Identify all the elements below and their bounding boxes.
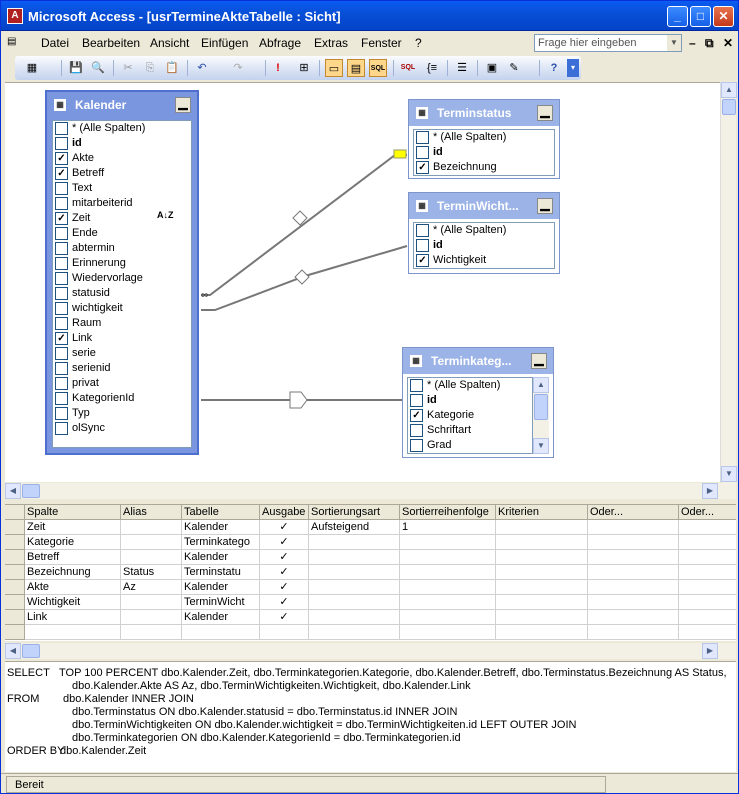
field-label: Bezeichnung [433, 161, 497, 173]
grid-cell[interactable] [400, 595, 496, 610]
sql-text: TOP 100 PERCENT dbo.Kalender.Zeit, dbo.Terminkategorien.Kategorie, dbo.Kalender.Betreff, dbo.Terminstatus.Bezeichnung AS Status, [59, 667, 727, 679]
field-item[interactable] [408, 438, 532, 453]
grid-cell[interactable] [121, 535, 182, 550]
field-item[interactable] [53, 286, 191, 301]
scroll-left-icon[interactable]: ◀ [5, 643, 21, 659]
view-icon[interactable]: ▦ [26, 62, 38, 74]
grid-column-header[interactable]: Kriterien [496, 505, 588, 520]
field-item[interactable] [53, 331, 191, 346]
diagram-pane [5, 82, 720, 482]
mdi-minimize-button[interactable]: – [689, 36, 696, 50]
sql-text: dbo.Terminkategorien ON dbo.Kalender.KategorienId = dbo.Terminkategorien.id [72, 732, 461, 744]
grid-cell[interactable]: Terminstatu [182, 565, 260, 580]
grid-cell[interactable] [588, 595, 679, 610]
grid-cell[interactable] [588, 550, 679, 565]
field-checkbox[interactable] [55, 122, 68, 135]
help-placeholder: Frage hier eingeben [538, 37, 637, 49]
field-item[interactable] [408, 423, 532, 438]
table-terminwichtigkeiten[interactable] [408, 192, 560, 274]
field-checkbox[interactable] [410, 424, 423, 437]
table-icon: ▦ [410, 355, 422, 367]
grid-cell[interactable] [588, 535, 679, 550]
field-label: id [433, 146, 443, 158]
database-window-icon[interactable]: ▣ [486, 62, 498, 74]
field-label: Schriftart [427, 424, 472, 436]
scroll-thumb[interactable] [534, 394, 548, 420]
table-name: TerminWicht... [437, 199, 519, 213]
grid-cell[interactable] [496, 565, 588, 580]
field-checkbox[interactable]: ✓ [416, 161, 429, 174]
grid-cell[interactable] [260, 625, 309, 640]
grid-column-header[interactable]: Oder... [679, 505, 736, 520]
sql-keyword: SELECT [7, 667, 50, 679]
grid-cell[interactable] [679, 550, 736, 565]
sort-ascending-icon: A↓Z [157, 210, 174, 220]
verify-sql-icon[interactable]: SQL [400, 64, 416, 71]
grid-cell[interactable]: Wichtigkeit [25, 595, 121, 610]
grid-cell[interactable] [121, 610, 182, 625]
outer-join-arrow[interactable] [290, 392, 307, 408]
field-label: Zeit [72, 212, 91, 224]
field-label: olSync [72, 422, 106, 434]
grid-cell[interactable] [679, 610, 736, 625]
field-item[interactable] [414, 253, 554, 268]
title-bar[interactable] [1, 1, 738, 31]
field-item[interactable] [53, 196, 191, 211]
table-kalender-header[interactable] [47, 92, 197, 118]
sql-text: dbo.Kalender.Akte AS Az, dbo.TerminWichtigkeiten.Wichtigkeit, dbo.Kalender.Link [72, 680, 471, 692]
field-label: * (Alle Spalten) [433, 131, 507, 143]
table-icon: ▦ [54, 99, 66, 111]
scroll-thumb[interactable] [22, 484, 40, 498]
row-selector[interactable] [5, 565, 25, 580]
grid-cell[interactable]: ✓ [260, 535, 309, 550]
grid-cell[interactable] [588, 580, 679, 595]
grid-cell[interactable]: ✓ [260, 565, 309, 580]
help-icon[interactable]: ? [550, 62, 558, 74]
field-item[interactable] [414, 160, 554, 175]
table-terminkategorien-header[interactable] [403, 348, 553, 374]
grid-cell[interactable]: Kategorie [25, 535, 121, 550]
grid-cell[interactable] [25, 625, 121, 640]
row-selector[interactable] [5, 550, 25, 565]
field-checkbox[interactable] [410, 379, 423, 392]
field-checkbox[interactable] [416, 146, 429, 159]
grid-column-header[interactable]: Oder... [588, 505, 679, 520]
window-title: Microsoft Access - [usrTermineAkteTabelle : Sicht] [28, 9, 341, 24]
grid-cell[interactable]: Link [25, 610, 121, 625]
field-label: privat [72, 377, 99, 389]
field-checkbox[interactable] [416, 224, 429, 237]
field-list [52, 120, 192, 448]
grid-cell[interactable]: Kalender [182, 520, 260, 535]
field-list [413, 129, 555, 176]
scroll-left-icon[interactable]: ◀ [5, 483, 21, 499]
grid-cell[interactable]: Status [121, 565, 182, 580]
field-checkbox[interactable] [55, 422, 68, 435]
grid-column-header[interactable]: Sortierreihenfolge [400, 505, 496, 520]
grid-cell[interactable] [309, 610, 400, 625]
print-preview-icon[interactable]: 🔍 [91, 62, 105, 74]
grid-cell[interactable] [496, 595, 588, 610]
field-checkbox[interactable] [55, 347, 68, 360]
join-diamond[interactable] [295, 270, 309, 284]
field-item[interactable] [53, 121, 191, 136]
grid-cell[interactable]: Kalender [182, 580, 260, 595]
scroll-right-icon[interactable]: ▶ [702, 643, 718, 659]
grid-cell[interactable] [121, 520, 182, 535]
grid-cell[interactable] [679, 535, 736, 550]
menu-extras[interactable]: Extras [314, 36, 349, 50]
field-checkbox[interactable]: ✓ [55, 152, 68, 165]
field-label: * (Alle Spalten) [72, 122, 146, 134]
table-terminstatus[interactable] [408, 99, 560, 179]
grid-cell[interactable] [309, 595, 400, 610]
menu-einfuegen[interactable]: Einfügen [201, 36, 249, 50]
status-bar [1, 773, 738, 794]
grid-cell[interactable] [496, 550, 588, 565]
mdi-restore-button[interactable]: ⧉ [705, 36, 714, 50]
field-checkbox[interactable]: ✓ [55, 212, 68, 225]
field-label: statusid [72, 287, 110, 299]
field-item[interactable] [53, 316, 191, 331]
scroll-up-icon[interactable]: ▲ [721, 82, 737, 98]
sql-text: dbo.Kalender.Zeit [60, 745, 147, 757]
grid-pane-icon[interactable]: ▤ [347, 59, 365, 77]
field-checkbox[interactable]: ✓ [416, 254, 429, 267]
field-list-scrollbar[interactable] [533, 377, 549, 454]
grid-cell[interactable] [496, 580, 588, 595]
table-name: Kalender [75, 98, 127, 112]
table-name: Terminkateg... [431, 354, 512, 368]
field-checkbox[interactable] [55, 392, 68, 405]
menu-ansicht[interactable]: Ansicht [150, 36, 190, 50]
field-label: id [72, 137, 82, 149]
field-item[interactable] [53, 241, 191, 256]
grid-cell[interactable]: 1 [400, 520, 496, 535]
paste-icon[interactable]: 📋 [165, 62, 179, 74]
field-checkbox[interactable] [55, 182, 68, 195]
field-checkbox[interactable] [55, 377, 68, 390]
grid-cell[interactable] [121, 595, 182, 610]
properties-icon[interactable]: ☰ [457, 62, 467, 74]
field-checkbox[interactable] [55, 227, 68, 240]
diagram-vertical-scrollbar[interactable] [720, 82, 736, 483]
sql-keyword: FROM [7, 693, 40, 705]
criteria-grid [5, 504, 736, 641]
field-checkbox[interactable] [410, 394, 423, 407]
document-icon[interactable]: ▤ [7, 36, 17, 47]
menu-datei[interactable]: Datei [41, 36, 70, 50]
field-label: Wichtigkeit [433, 254, 487, 266]
minimize-button[interactable]: _ [667, 6, 688, 27]
field-checkbox[interactable] [416, 131, 429, 144]
grid-cell[interactable] [309, 535, 400, 550]
table-icon: ▦ [416, 107, 428, 119]
sql-keyword: ORDER BY [7, 745, 65, 757]
field-label: id [433, 239, 443, 251]
table-terminwichtigkeiten-header[interactable] [409, 193, 559, 219]
group-by-icon[interactable]: {≡ [426, 62, 438, 74]
minimize-table-button[interactable]: ▁ [537, 198, 553, 214]
table-icon: ▦ [416, 200, 428, 212]
field-checkbox[interactable] [55, 317, 68, 330]
grid-cell[interactable]: Terminkatego [182, 535, 260, 550]
field-checkbox[interactable] [410, 439, 423, 452]
row-selector[interactable] [5, 595, 25, 610]
field-label: serienid [72, 362, 111, 374]
sql-text: dbo.TerminWichtigkeiten ON dbo.Kalender.wichtigkeit = dbo.TerminWichtigkeiten.id LEFT OUTER JOIN [72, 719, 577, 731]
sql-pane[interactable] [5, 661, 736, 772]
field-label: * (Alle Spalten) [433, 224, 507, 236]
grid-cell[interactable]: Akte [25, 580, 121, 595]
field-item[interactable] [414, 223, 554, 238]
sql-text: dbo.Terminstatus ON dbo.Kalender.statusid = dbo.Terminstatus.id INNER JOIN [72, 706, 458, 718]
diagram-horizontal-scrollbar[interactable] [5, 483, 736, 499]
field-checkbox[interactable] [416, 239, 429, 252]
scroll-thumb[interactable] [722, 99, 736, 115]
field-item[interactable] [53, 226, 191, 241]
save-icon[interactable]: 💾 [69, 62, 83, 74]
grid-cell[interactable] [679, 580, 736, 595]
grid-cell[interactable] [588, 565, 679, 580]
grid-cell[interactable] [309, 580, 400, 595]
grid-cell[interactable] [182, 625, 260, 640]
grid-column-header[interactable]: Spalte [25, 505, 121, 520]
grid-cell[interactable]: ✓ [260, 580, 309, 595]
field-item[interactable] [53, 361, 191, 376]
field-checkbox[interactable] [55, 272, 68, 285]
grid-cell[interactable]: ✓ [260, 610, 309, 625]
grid-cell[interactable] [679, 565, 736, 580]
field-label: Kategorie [427, 409, 475, 421]
minimize-table-button[interactable]: ▁ [531, 353, 547, 369]
redo-icon[interactable]: ↷ [233, 62, 243, 74]
row-selector[interactable] [5, 580, 25, 595]
toolbar-options-icon[interactable]: ▾ [567, 59, 579, 77]
field-checkbox[interactable] [55, 407, 68, 420]
minimize-table-button[interactable]: ▁ [537, 105, 553, 121]
key-icon [394, 150, 406, 158]
table-kalender[interactable] [45, 90, 199, 455]
copy-icon[interactable]: ⎘ [145, 62, 155, 74]
grid-cell[interactable] [121, 625, 182, 640]
sql-text: dbo.Kalender INNER JOIN [63, 693, 194, 705]
run-icon[interactable]: ! [276, 62, 280, 74]
scroll-down-icon[interactable]: ▼ [721, 466, 737, 482]
grid-cell[interactable] [679, 595, 736, 610]
grid-cell[interactable] [400, 535, 496, 550]
field-item[interactable] [53, 271, 191, 286]
field-item[interactable] [408, 393, 532, 408]
grid-cell[interactable]: Az [121, 580, 182, 595]
row-selector[interactable] [5, 520, 25, 535]
field-checkbox[interactable]: ✓ [410, 409, 423, 422]
field-checkbox[interactable]: ✓ [55, 167, 68, 180]
grid-cell[interactable] [679, 625, 736, 640]
grid-cell[interactable] [588, 520, 679, 535]
grid-column-header[interactable]: Tabelle [182, 505, 260, 520]
grid-column-header[interactable]: Ausgabe [260, 505, 309, 520]
cut-icon[interactable]: ✂ [123, 62, 133, 74]
table-terminkategorien[interactable] [402, 347, 554, 458]
field-label: abtermin [72, 242, 115, 254]
grid-cell[interactable] [309, 565, 400, 580]
grid-cell[interactable] [309, 625, 400, 640]
scroll-up-icon[interactable]: ▲ [533, 377, 549, 393]
field-label: Betreff [72, 167, 105, 179]
grid-cell[interactable] [121, 550, 182, 565]
grid-cell[interactable] [588, 610, 679, 625]
grid-cell[interactable] [400, 550, 496, 565]
field-item[interactable] [53, 181, 191, 196]
field-label: Grad [427, 439, 452, 451]
chevron-down-icon[interactable]: ▼ [667, 35, 681, 51]
field-label: Wiedervorlage [72, 272, 143, 284]
scroll-thumb[interactable] [22, 644, 40, 658]
field-label: Typ [72, 407, 90, 419]
grid-cell[interactable] [496, 535, 588, 550]
grid-cell[interactable] [400, 625, 496, 640]
field-list [413, 222, 555, 269]
field-checkbox[interactable] [55, 137, 68, 150]
field-item[interactable] [53, 376, 191, 391]
field-label: Ende [72, 227, 98, 239]
grid-cell[interactable] [496, 625, 588, 640]
field-item[interactable] [53, 301, 191, 316]
grid-column-header[interactable]: Alias [121, 505, 182, 520]
show-table-icon[interactable]: ⊞ [299, 62, 309, 74]
status-text: Bereit [6, 776, 606, 793]
field-item[interactable] [414, 145, 554, 160]
field-item[interactable] [53, 421, 191, 436]
sql-pane-icon[interactable]: SQL [369, 59, 387, 77]
field-item[interactable] [53, 406, 191, 421]
grid-cell[interactable] [679, 520, 736, 535]
field-label: mitarbeiterid [72, 197, 133, 209]
field-item[interactable] [414, 238, 554, 253]
query-toolbar [15, 56, 581, 80]
field-item[interactable] [53, 391, 191, 406]
help-search-input[interactable] [534, 34, 682, 52]
field-item[interactable] [408, 378, 532, 393]
svg-text:∞: ∞ [201, 290, 209, 301]
grid-cell[interactable]: ✓ [260, 520, 309, 535]
field-checkbox[interactable]: ✓ [55, 332, 68, 345]
maximize-button[interactable]: □ [690, 6, 711, 27]
grid-cell[interactable]: Kalender [182, 610, 260, 625]
menu-help[interactable]: ? [415, 36, 422, 50]
field-checkbox[interactable] [55, 257, 68, 270]
field-label: KategorienId [72, 392, 135, 404]
grid-cell[interactable] [400, 565, 496, 580]
field-label: Raum [72, 317, 102, 329]
grid-cell[interactable] [400, 610, 496, 625]
field-label: wichtigkeit [72, 302, 123, 314]
menu-abfrage[interactable]: Abfrage [259, 36, 302, 50]
row-selector[interactable] [5, 610, 25, 625]
grid-cell[interactable]: Kalender [182, 550, 260, 565]
field-item[interactable] [414, 130, 554, 145]
scroll-right-icon[interactable]: ▶ [702, 483, 718, 499]
grid-cell[interactable] [588, 625, 679, 640]
field-item[interactable] [53, 136, 191, 151]
field-checkbox[interactable] [55, 242, 68, 255]
grid-cell[interactable]: TerminWicht [182, 595, 260, 610]
grid-column-header[interactable]: Sortierungsart [309, 505, 400, 520]
field-item[interactable] [53, 346, 191, 361]
field-checkbox[interactable] [55, 197, 68, 210]
field-item[interactable] [53, 256, 191, 271]
menu-bearbeiten[interactable]: Bearbeiten [82, 36, 141, 50]
table-name: Terminstatus [437, 106, 512, 120]
grid-cell[interactable]: Aufsteigend [309, 520, 400, 535]
menu-bar [1, 32, 738, 54]
grid-cell[interactable]: ✓ [260, 550, 309, 565]
field-label: * (Alle Spalten) [427, 379, 501, 391]
grid-cell[interactable]: Zeit [25, 520, 121, 535]
field-label: Link [72, 332, 93, 344]
scroll-down-icon[interactable]: ▼ [533, 438, 549, 454]
access-icon[interactable]: A [7, 8, 23, 24]
grid-cell[interactable] [309, 550, 400, 565]
menu-fenster[interactable]: Fenster [361, 36, 402, 50]
field-label: serie [72, 347, 96, 359]
field-item[interactable] [408, 408, 532, 423]
field-checkbox[interactable] [55, 302, 68, 315]
grid-cell[interactable]: Betreff [25, 550, 121, 565]
field-item[interactable] [53, 166, 191, 181]
grid-cell[interactable]: Bezeichnung [25, 565, 121, 580]
table-terminstatus-header[interactable] [409, 100, 559, 126]
field-label: Text [72, 182, 93, 194]
field-label: id [427, 394, 437, 406]
row-selector[interactable] [5, 535, 25, 550]
minimize-table-button[interactable]: ▁ [175, 97, 191, 113]
field-list [407, 377, 533, 454]
undo-icon[interactable]: ↶ [197, 62, 207, 74]
mdi-close-button[interactable]: ✕ [723, 36, 734, 50]
field-item[interactable] [53, 151, 191, 166]
diagram-pane-icon[interactable]: ▭ [325, 59, 343, 77]
grid-horizontal-scrollbar[interactable] [5, 643, 736, 659]
grid-cell[interactable]: ✓ [260, 595, 309, 610]
grid-cell[interactable] [496, 610, 588, 625]
row-selector[interactable] [5, 625, 25, 640]
field-checkbox[interactable] [55, 362, 68, 375]
close-button[interactable]: ✕ [713, 6, 734, 27]
new-object-icon[interactable]: ✎ [509, 62, 519, 74]
grid-cell[interactable] [496, 520, 588, 535]
field-label: Akte [72, 152, 95, 164]
field-label: Erinnerung [72, 257, 126, 269]
grid-cell[interactable] [400, 580, 496, 595]
grid-corner[interactable] [5, 505, 25, 520]
field-checkbox[interactable] [55, 287, 68, 300]
